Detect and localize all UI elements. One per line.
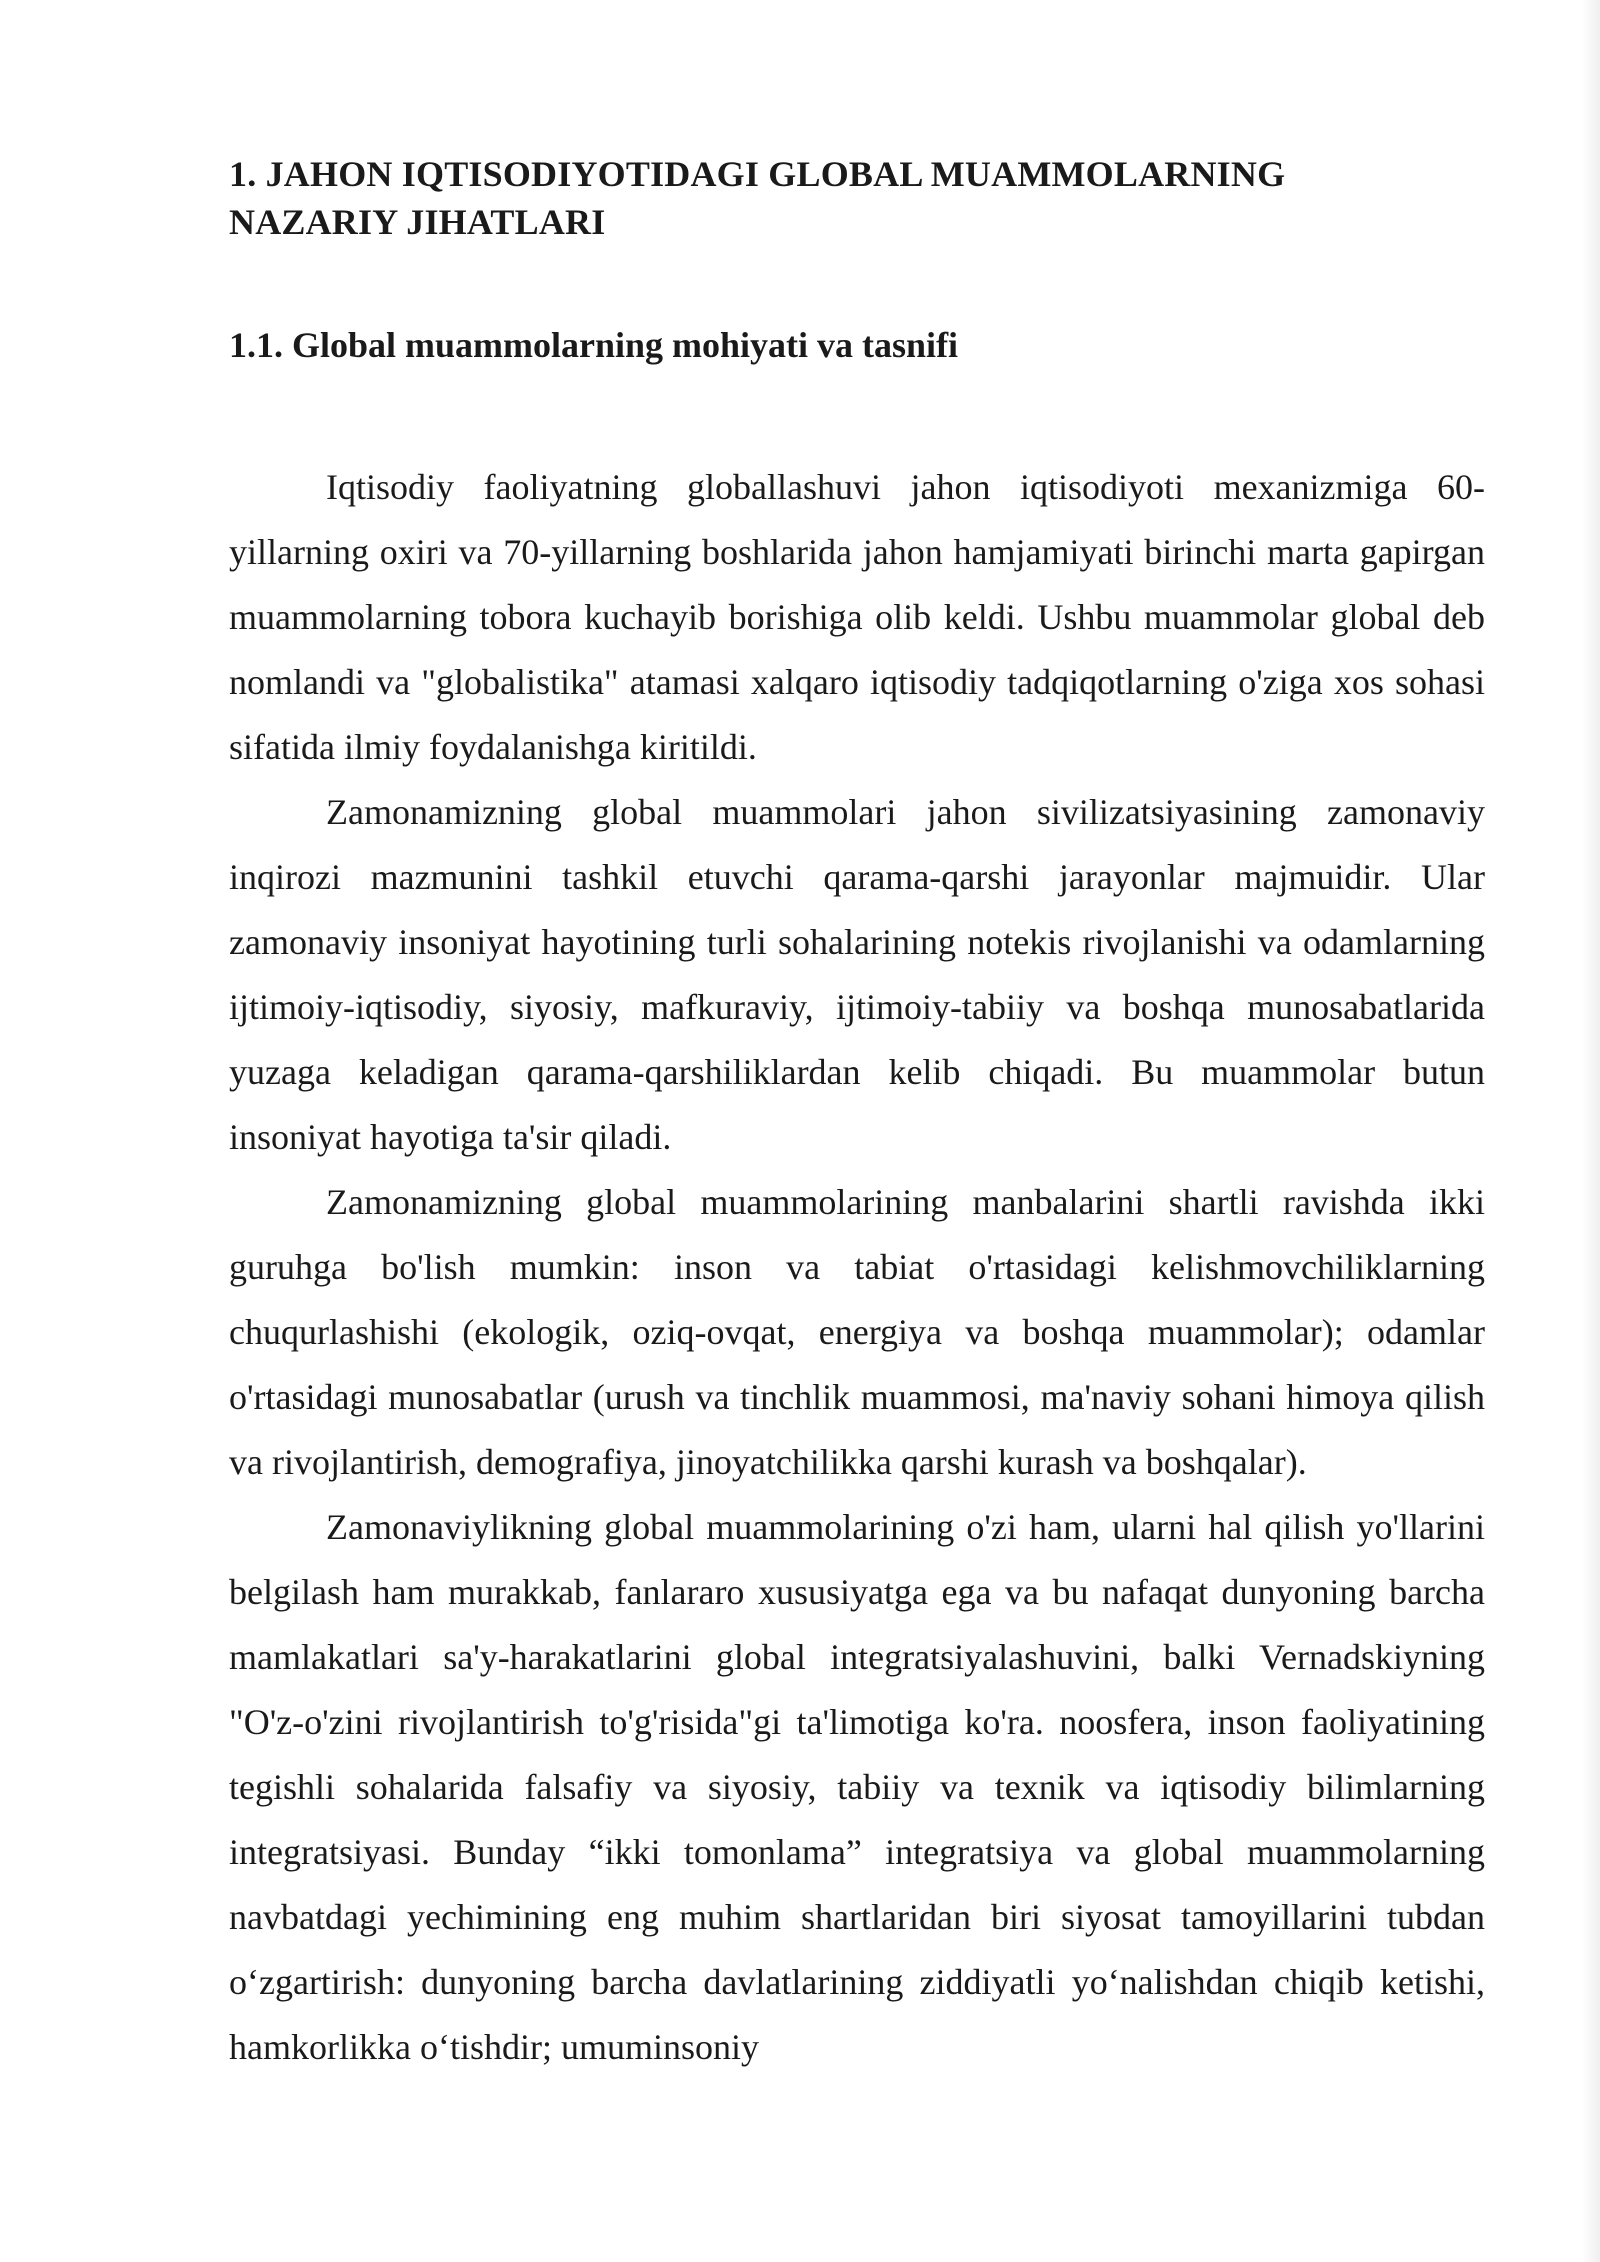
body-text	[229, 455, 1485, 2080]
section-title: 1.1. Global muammolarning mohiyati va tasnifi	[229, 325, 959, 365]
chapter-title: 1. JAHON IQTISODIYOTIDAGI GLOBAL MUAMMOLARNING NAZARIY JIHATLARI	[229, 154, 1286, 242]
page-content	[229, 150, 1485, 2080]
paragraph-2: Zamonamizning global muammolari jahon sivilizatsiyasining zamonaviy inqirozi mazmunini tashkil etuvchi qarama-qarshi jarayonlar majmuidir. Ular zamonaviy insoniyat hayotining turli sohalarining notekis rivojlanishi va odamlarning ijtimoiy-iqtisodiy, siyosiy, mafkuraviy, ijtimoiy-tabiiy va boshqa munosabatlarida yuzaga keladigan qarama-qarshiliklardan kelib chiqadi. Bu muammolar butun insoniyat hayotiga ta'sir qiladi.	[229, 792, 1485, 1157]
paragraph-3: Zamonamizning global muammolarining manbalarini shartli ravishda ikki guruhga bo'lish mumkin: inson va tabiat o'rtasidagi kelishmovchiliklarning chuqurlashishi (ekologik, oziq-ovqat, energiya va boshqa muammolar); odamlar o'rtasidagi munosabatlar (urush va tinchlik muammosi, ma'naviy sohani himoya qilish va rivojlantirish, demografiya, jinoyatchilikka qarshi kurash va boshqalar).	[229, 1182, 1485, 1482]
page-edge-shadow	[1582, 0, 1600, 2262]
paragraph-1: Iqtisodiy faoliyatning globallashuvi jahon iqtisodiyoti mexanizmiga 60-yillarning oxiri va 70-yillarning boshlarida jahon hamjamiyati birinchi marta gapirgan muammolarning tobora kuchayib borishiga olib keldi. Ushbu muammolar global deb nomlandi va "globalistika" atamasi xalqaro iqtisodiy tadqiqotlarning o'ziga xos sohasi sifatida ilmiy foydalanishga kiritildi.	[229, 467, 1485, 767]
paragraph-4: Zamonaviylikning global muammolarining o'zi ham, ularni hal qilish yo'llarini belgilash ham murakkab, fanlararo xususiyatga ega va bu nafaqat dunyoning barcha mamlakatlari sa'y-harakatlarini global integratsiyalashuvini, balki Vernadskiyning "O'z-o'zini rivojlantirish to'g'risida"gi ta'limotiga ko'ra. noosfera, inson faoliyatining tegishli sohalarida falsafiy va siyosiy, tabiiy va texnik va iqtisodiy bilimlarning integratsiyasi. Bunday “ikki tomonlama” integratsiya va global muammolarning navbatdagi yechimining eng muhim shartlaridan biri siyosat tamoyillarini tubdan o‘zgartirish: dunyoning barcha davlatlarining ziddiyatli yo‘nalishdan chiqib ketishi, hamkorlikka o‘tishdir; umuminsoniy	[229, 1507, 1485, 2067]
